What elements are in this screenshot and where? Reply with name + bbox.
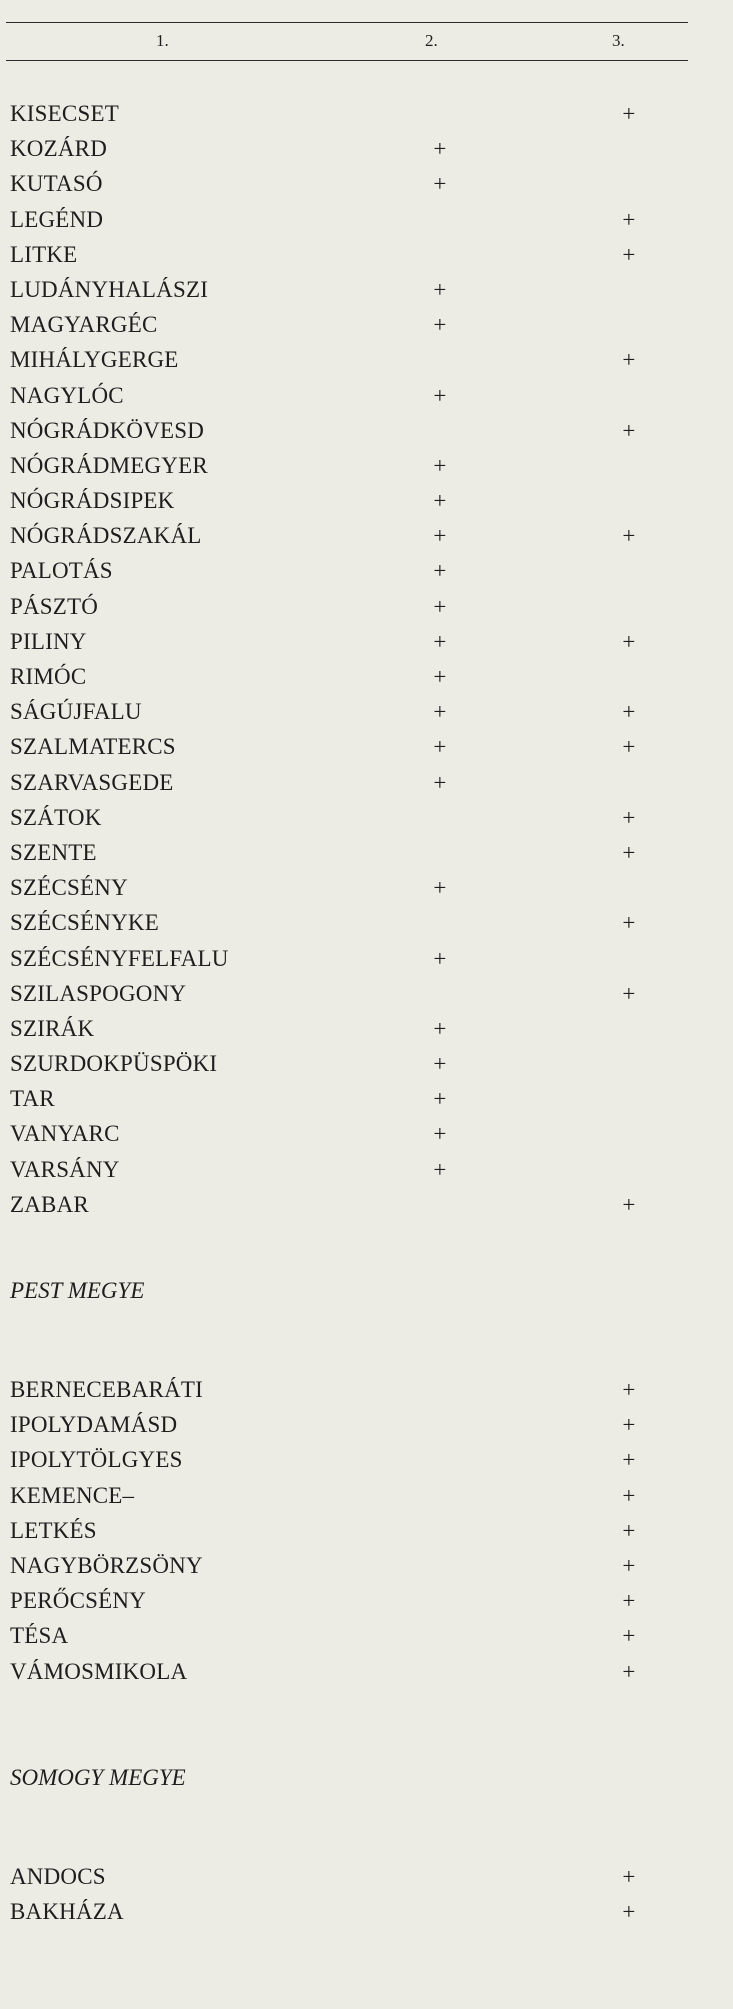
table-row: [10, 1513, 690, 1548]
mark-col-2: +: [433, 312, 447, 338]
mark-col-3: +: [622, 1191, 636, 1217]
section-heading-pest: PEST MEGYE: [10, 1278, 145, 1303]
place-name: MAGYARGÉC: [10, 312, 158, 338]
place-name: SZILASPOGONY: [10, 980, 187, 1006]
mark-col-3: +: [622, 628, 636, 654]
mark-col-3: +: [622, 699, 636, 725]
mark-col-3: +: [622, 910, 636, 936]
mark-col-3: +: [622, 804, 636, 830]
mark-col-2: +: [433, 1015, 447, 1041]
mark-col-2: +: [433, 1156, 447, 1182]
mark-col-3: +: [622, 347, 636, 373]
mark-col-3: +: [622, 1377, 636, 1402]
place-name: LETKÉS: [10, 1517, 97, 1543]
mark-col-3: +: [622, 1482, 636, 1508]
table-row: [10, 131, 690, 166]
mark-col-2: +: [433, 276, 447, 302]
mark-col-3: +: [622, 1899, 636, 1925]
place-name: KEMENCE–: [10, 1482, 135, 1508]
mark-col-2: +: [433, 1051, 447, 1077]
place-name: NÓGRÁDMEGYER: [10, 452, 208, 478]
table-row: [10, 589, 690, 624]
table-row: [10, 553, 690, 588]
place-name: SZÉCSÉNYFELFALU: [10, 945, 229, 971]
mark-col-2: +: [433, 452, 447, 478]
table-row: [10, 1187, 690, 1222]
mark-col-3: +: [622, 1447, 636, 1473]
pest-list: [10, 1372, 690, 1689]
mark-col-3: +: [622, 1864, 636, 1889]
table-row: [10, 237, 690, 272]
table-row: [10, 941, 690, 976]
table-row: [10, 870, 690, 905]
mark-col-2: +: [433, 558, 447, 584]
mark-col-3: +: [622, 523, 636, 549]
place-name: RIMÓC: [10, 664, 87, 689]
mark-col-2: +: [433, 769, 447, 795]
table-row: [10, 1654, 690, 1689]
mark-col-3: +: [622, 101, 636, 126]
table-row: [10, 800, 690, 835]
column-header-1: 1.: [156, 31, 169, 50]
table-row: [10, 202, 690, 237]
table-row: [10, 1618, 690, 1653]
mark-col-3: +: [622, 1623, 636, 1649]
place-name: SZÁTOK: [10, 804, 102, 830]
table-row: [10, 1859, 690, 1894]
mark-col-3: +: [622, 734, 636, 760]
column-header-3: 3.: [612, 31, 625, 50]
place-name: SZÉCSÉNYKE: [10, 910, 159, 936]
table-row: [10, 1046, 690, 1081]
mark-col-2: +: [433, 628, 447, 654]
table-row: [10, 448, 690, 483]
table-row: [10, 659, 690, 694]
place-name: KUTASÓ: [10, 171, 103, 197]
table-row: [10, 272, 690, 307]
table-row: [10, 694, 690, 729]
place-name: VARSÁNY: [10, 1156, 120, 1182]
mark-col-3: +: [622, 1588, 636, 1614]
table-row: [10, 413, 690, 448]
table-row: [10, 835, 690, 870]
place-name: PÁSZTÓ: [10, 593, 99, 619]
place-name: NÓGRÁDSIPEK: [10, 488, 175, 514]
table-row: [10, 1583, 690, 1618]
mark-col-3: +: [622, 206, 636, 232]
mark-col-2: +: [433, 171, 447, 197]
place-name: KISECSET: [10, 101, 119, 126]
table-row: [10, 1372, 690, 1407]
section-heading-somogy: SOMOGY MEGYE: [10, 1765, 186, 1790]
table-row: [10, 1407, 690, 1442]
place-name: LEGÉND: [10, 206, 104, 232]
table-row: [10, 307, 690, 342]
mark-col-3: +: [622, 1412, 636, 1438]
nograd-list: [10, 96, 690, 1222]
mark-col-2: +: [433, 945, 447, 971]
mark-col-3: +: [622, 1517, 636, 1543]
table-row: [10, 976, 690, 1011]
place-name: LUDÁNYHALÁSZI: [10, 276, 209, 302]
mark-col-2: +: [433, 875, 447, 901]
place-name: SZÉCSÉNY: [10, 875, 128, 901]
place-name: NAGYLÓC: [10, 382, 124, 408]
mark-col-3: +: [622, 839, 636, 865]
table-row: [10, 1548, 690, 1583]
place-name: PALOTÁS: [10, 558, 113, 584]
mark-col-2: +: [433, 488, 447, 514]
place-name: SZALMATERCS: [10, 734, 176, 760]
table-row: [10, 1894, 690, 1929]
mark-col-2: +: [433, 734, 447, 760]
table-row: [10, 518, 690, 553]
table-row: [10, 342, 690, 377]
mark-col-3: +: [622, 1658, 636, 1684]
table-row: [10, 1478, 690, 1513]
mark-col-2: +: [433, 1121, 447, 1147]
column-header-2: 2.: [425, 31, 438, 50]
place-name: ZABAR: [10, 1191, 89, 1217]
table-row: [10, 166, 690, 201]
table-row: [10, 729, 690, 764]
mark-col-3: +: [622, 1552, 636, 1578]
top-rule: [6, 22, 688, 23]
place-name: LITKE: [10, 241, 78, 267]
table-row: [10, 1152, 690, 1187]
table-row: [10, 624, 690, 659]
table-row: [10, 483, 690, 518]
table-row: [10, 905, 690, 940]
place-name: PERŐCSÉNY: [10, 1588, 146, 1614]
mark-col-3: +: [622, 980, 636, 1006]
mark-col-2: +: [433, 1086, 447, 1112]
table-row: [10, 1116, 690, 1151]
place-name: PILINY: [10, 628, 87, 654]
mark-col-2: +: [433, 664, 447, 689]
place-name: ANDOCS: [10, 1864, 106, 1889]
somogy-list: [10, 1859, 690, 1929]
place-name: VANYARC: [10, 1121, 120, 1147]
mark-col-2: +: [433, 523, 447, 549]
place-name: BAKHÁZA: [10, 1899, 124, 1925]
table-row: [10, 1011, 690, 1046]
place-name: IPOLYDAMÁSD: [10, 1412, 178, 1438]
place-name: NÓGRÁDKÖVESD: [10, 417, 205, 443]
table-row: [10, 765, 690, 800]
place-name: IPOLYTÖLGYES: [10, 1447, 183, 1473]
mark-col-2: +: [433, 136, 447, 162]
place-name: KOZÁRD: [10, 136, 108, 162]
place-name: BERNECEBARÁTI: [10, 1377, 203, 1402]
place-name: SÁGÚJFALU: [10, 699, 142, 725]
table-row: [10, 96, 690, 131]
place-name: NAGYBÖRZSÖNY: [10, 1552, 203, 1578]
place-name: SZARVASGEDE: [10, 769, 174, 795]
mark-col-2: +: [433, 593, 447, 619]
place-name: TÉSA: [10, 1623, 69, 1649]
mark-col-3: +: [622, 417, 636, 443]
place-name: MIHÁLYGERGE: [10, 347, 179, 373]
table-row: [10, 1081, 690, 1116]
place-name: NÓGRÁDSZAKÁL: [10, 523, 202, 549]
mark-col-3: +: [622, 241, 636, 267]
place-name: SZIRÁK: [10, 1015, 95, 1041]
table-row: [10, 1442, 690, 1477]
mark-col-2: +: [433, 699, 447, 725]
place-name: SZENTE: [10, 839, 97, 865]
place-name: TAR: [10, 1086, 55, 1112]
place-name: VÁMOSMIKOLA: [10, 1658, 188, 1684]
table-row: [10, 378, 690, 413]
header-rule: [6, 60, 688, 61]
place-name: SZURDOKPÜSPÖKI: [10, 1051, 218, 1077]
mark-col-2: +: [433, 382, 447, 408]
